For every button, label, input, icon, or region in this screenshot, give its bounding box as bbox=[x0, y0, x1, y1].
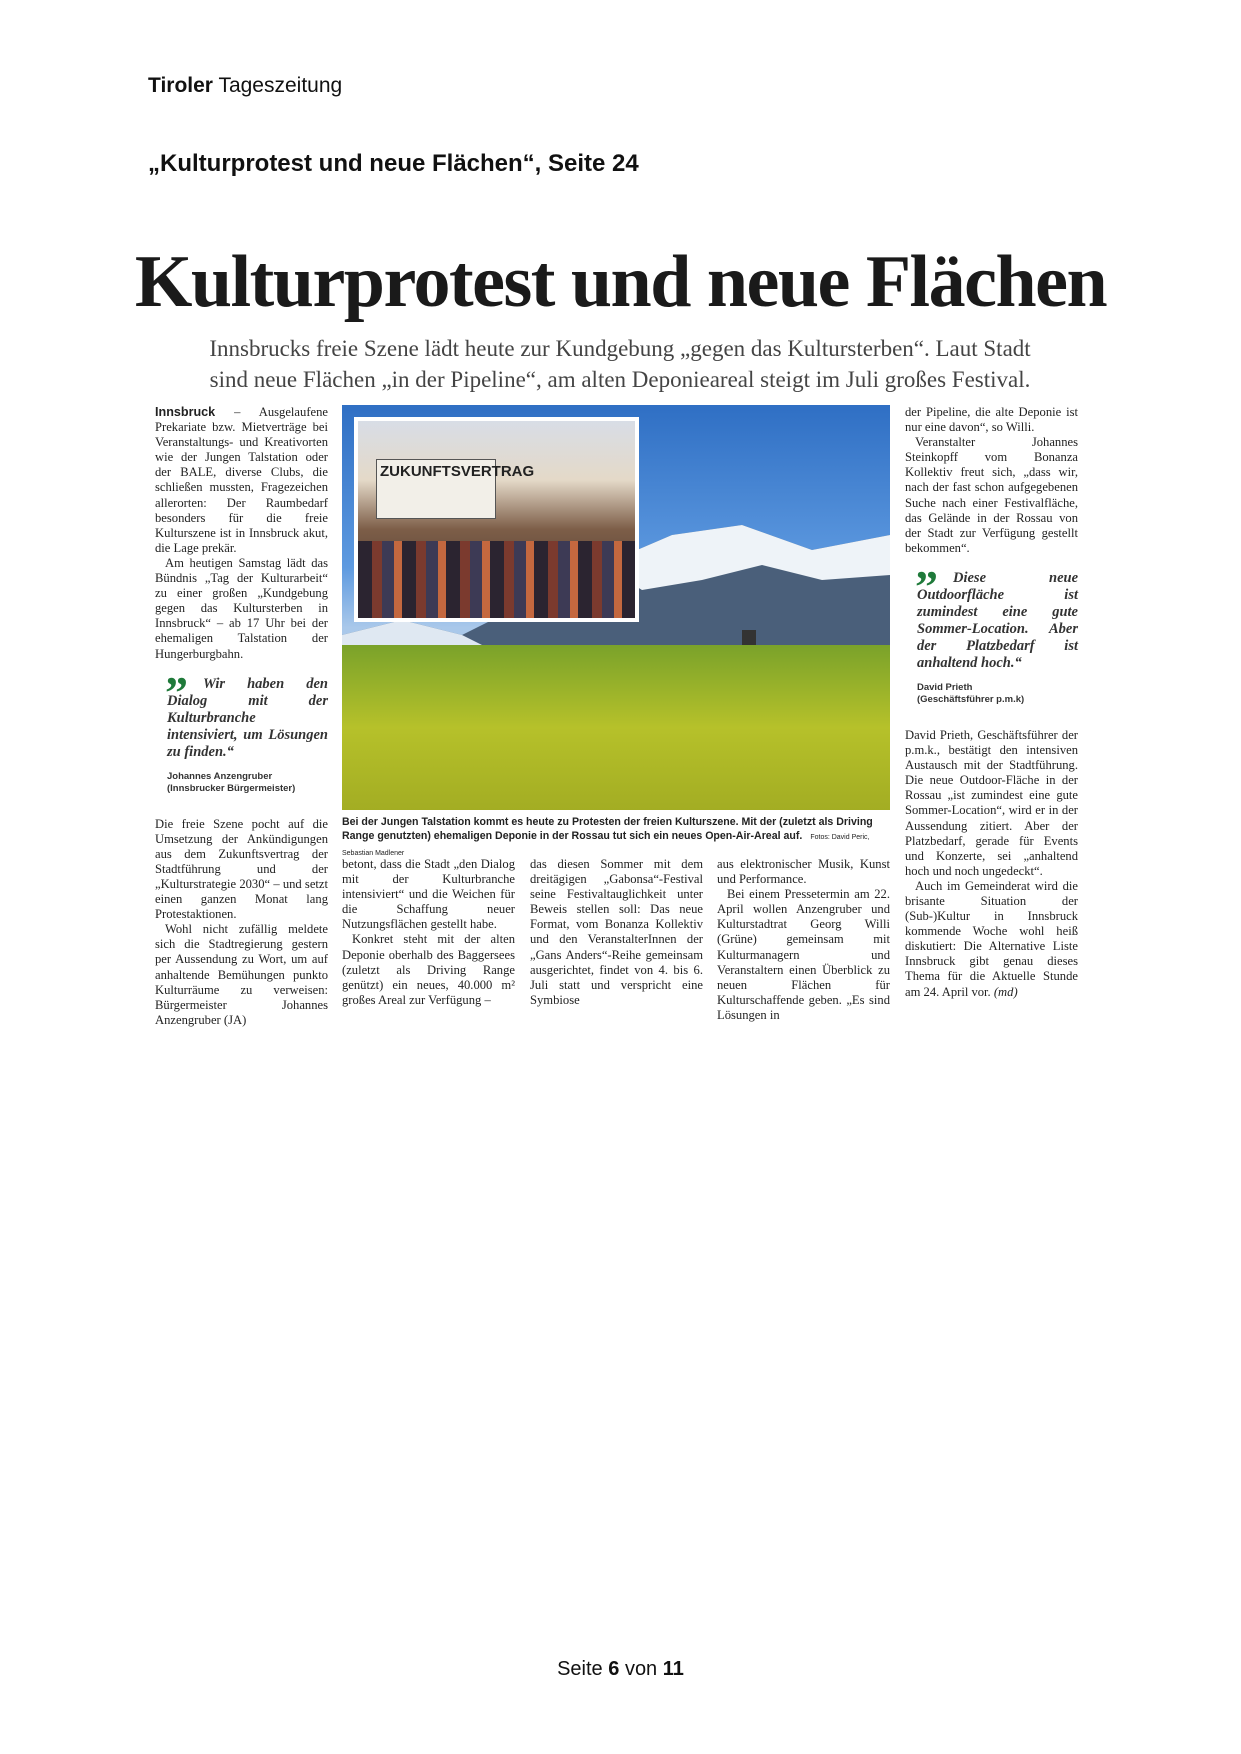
column-5 bbox=[905, 405, 1078, 1000]
newspaper-name-rest: Tageszeitung bbox=[218, 74, 343, 97]
protest-inset-photo bbox=[354, 417, 639, 622]
pull-quote bbox=[915, 560, 1078, 672]
paragraph: Konkret steht mit der alten Deponie oberhalb des Baggersees (zuletzt als Driving Range genützt) ein neues, 40.000 m² großes Areal zur Verfügung – bbox=[342, 932, 515, 1007]
footer-label: Seite bbox=[557, 1658, 603, 1680]
quote-author-role: (Innsbrucker Bürgermeister) bbox=[167, 782, 296, 794]
page-footer bbox=[0, 1658, 1241, 1681]
quote-author-role: (Geschäftsführer p.m.k) bbox=[917, 693, 1025, 705]
paragraph: Veranstalter Johannes Steinkopff vom Bonanza Kollektiv freut sich, „dass wir, nach der fast schon aufgegebenen Suche nach einer Festivalfläche, das Gelände in der Rossau von der Stadt zur Verfügung gestellt bekommen“. bbox=[905, 435, 1078, 555]
column-4 bbox=[717, 857, 890, 1023]
footer-label: von bbox=[624, 1658, 658, 1680]
author-signature: (md) bbox=[993, 984, 1018, 999]
paragraph-text: – Ausgelaufene Prekariate bzw. Mietverträge bei Veranstaltungs- und Kreativorten wie der Jungen Talstation oder der BALE, diverse Clubs, die schließen mussten, Fragezeichen allerorten: Der Raumbedarf besonders für die freie Kulturszene ist in Innsbruck akut, die Lage prekär. bbox=[155, 405, 328, 555]
paragraph: Am heutigen Samstag lädt das Bündnis „Tag der Kulturarbeit“ zu einer großen „Kundgebung gegen das Kultursterben in Innsbruck“ – ab 17 Uhr bei der ehemaligen Talstation der Hungerburgbahn. bbox=[155, 555, 328, 661]
pull-quote bbox=[165, 666, 328, 761]
newspaper-name-bold: Tiroler bbox=[148, 74, 213, 97]
column-1 bbox=[155, 405, 328, 1028]
deck-line: sind neue Flächen „in der Pipeline“, am alten Deponieareal steigt im Juli großes Festival. bbox=[209, 367, 1031, 392]
paragraph: das diesen Sommer mit dem dreitägigen „Gabonsa“-Festival seine Festivaltauglichkeit unter Beweis stellen soll: Das neue Format, vom Bonanza Kollektiv und den VeranstalterInnen der „Gans Anders“-Reihe gemeinsam ausgerichtet, findet von 4. bis 6. Juli statt und verspricht eine Symbiose bbox=[530, 857, 703, 1007]
quote-author-name: David Prieth bbox=[917, 681, 973, 693]
photo-caption bbox=[342, 815, 890, 861]
article-photo bbox=[342, 405, 890, 810]
quote-author bbox=[917, 682, 1078, 706]
photo-credit: Fotos: David Peric, Sebastian Madlener bbox=[342, 834, 870, 857]
crowd bbox=[358, 541, 639, 622]
quote-author-name: Johannes Anzengruber bbox=[167, 770, 273, 782]
current-page: 6 bbox=[608, 1658, 620, 1680]
quote-text: Diese neue Outdoorfläche ist zumindest eine gute Sommer-Location. Aber der Platzbedarf ist anhaltend hoch.“ bbox=[917, 569, 1078, 671]
dateline: Innsbruck bbox=[155, 405, 216, 419]
caption-text: Bei der Jungen Talstation kommt es heute zu Protesten der freien Kulturszene. Mit der (zuletzt als Driving Range genutzten) ehemaligen Deponie in der Rossau tut sich ein neues Open-Air-Areal auf. bbox=[342, 816, 873, 842]
quote-text: Wir haben den Dialog mit der Kulturbranche intensiviert, um Lösungen zu finden.“ bbox=[167, 675, 328, 760]
total-pages: 11 bbox=[662, 1658, 684, 1680]
paragraph bbox=[905, 879, 1078, 1000]
quote-author bbox=[167, 771, 328, 795]
article-reference: „Kulturprotest und neue Flächen“, Seite 24 bbox=[148, 150, 639, 177]
deck bbox=[150, 333, 1090, 395]
paragraph: David Prieth, Geschäftsführer der p.m.k., bestätigt den intensiven Austausch mit der Stadtführung. Die neue Outdoor-Fläche in der Rossau „ist zumindest eine gute Sommer-Location“, wird er in der Aussendung zitiert. Aber der Platzbedarf, gerade für Events und Konzerte, sei „anhaltend hoch und noch ungedeckt“. bbox=[905, 727, 1078, 878]
protest-banner: ZUKUNFTSVERTRAG bbox=[376, 459, 496, 519]
quote-mark-icon: ” bbox=[165, 666, 188, 718]
column-2 bbox=[342, 857, 515, 1008]
paragraph: betont, dass die Stadt „den Dialog mit der Kulturbranche intensiviert“ und die Weichen für die Schaffung neuer Nutzungsflächen gestellt habe. bbox=[342, 857, 515, 932]
deck-line: Innsbrucks freie Szene lädt heute zur Kundgebung „gegen das Kultursterben“. Laut Stadt bbox=[209, 336, 1031, 361]
paragraph: Bei einem Pressetermin am 22. April wollen Anzengruber und Kulturstadtrat Georg Willi (Grüne) gemeinsam mit Kulturmanagern und Veranstaltern einen Überblick zu neuen Flächen für Kulturschaffende geben. „Es sind Lösungen in bbox=[717, 887, 890, 1022]
column-3 bbox=[530, 857, 703, 1008]
paragraph: Wohl nicht zufällig meldete sich die Stadtregierung gestern per Aussendung zu Wort, um auf anhaltende Bemühungen punkto Kulturräume zu verweisen: Bürgermeister Johannes Anzengruber (JA) bbox=[155, 922, 328, 1027]
paragraph: aus elektronischer Musik, Kunst und Performance. bbox=[717, 857, 890, 887]
paragraph-text: Auch im Gemeinderat wird die brisante Situation der (Sub-)Kultur in Innsbruck kommende Woche wohl heiß diskutiert: Die Alternative Liste Innsbruck gibt genau dieses Thema für die Aktuelle Stunde am 24. April vor. bbox=[905, 878, 1078, 999]
headline: Kulturprotest und neue Flächen bbox=[134, 241, 1107, 323]
meadow bbox=[342, 645, 890, 810]
quote-mark-icon: ” bbox=[915, 560, 938, 612]
paragraph: der Pipeline, die alte Deponie ist nur eine davon“, so Willi. bbox=[905, 405, 1078, 435]
newspaper-name bbox=[148, 74, 342, 98]
paragraph: Die freie Szene pocht auf die Umsetzung der Ankündigungen aus dem Zukunftsvertrag der Stadtführung und der „Kulturstrategie 2030“ – und setzt einen ganzen Monat lang Protestaktionen. bbox=[155, 816, 328, 922]
paragraph bbox=[155, 405, 328, 556]
